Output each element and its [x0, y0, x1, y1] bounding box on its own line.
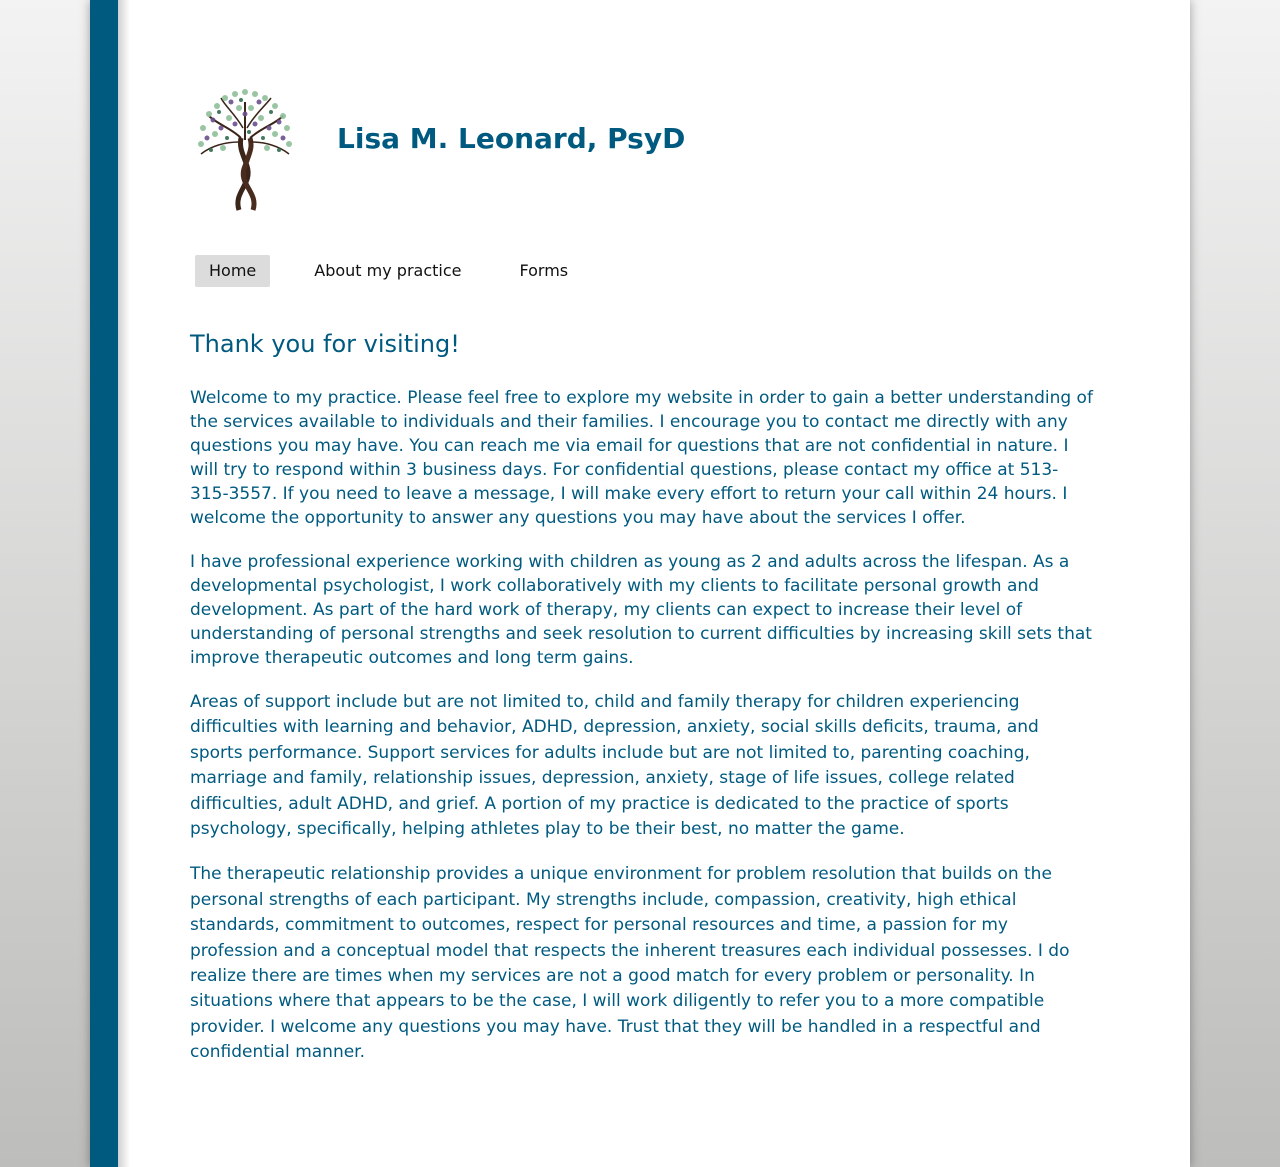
- stripe-shadow: [118, 0, 130, 1167]
- page-heading: Thank you for visiting!: [190, 330, 460, 358]
- therapeutic-relationship-paragraph: The therapeutic relationship provides a unique environment for problem resolution that builds on the personal strengths of each participant. My strengths include, compassion, creativity, high ethical standards, commitment to outcomes, respect for personal resources and time, a passion for my profession and a conceptual model that respects the inherent treasures each individual possesses. I do realize there are times when my services are not a good match for every problem or personality. In situations where that appears to be the case, I will work diligently to refer you to a more compatible provider. I welcome any questions you may have. Trust that they will be handled in a respectful and confidential manner.: [190, 864, 1070, 1063]
- nav-item-forms[interactable]: Forms: [519, 261, 569, 280]
- left-accent-stripe: [90, 0, 118, 1167]
- experience-paragraph: I have professional experience working with children as young as 2 and adults across the lifespan. As a developmental psychologist, I work collaboratively with my clients to facilitate personal growth and development. As part of the hard work of therapy, my clients can expect to increase their level of understanding of personal strengths and seek resolution to current difficulties by increasing skill sets that improve therapeutic outcomes and long term gains.: [190, 552, 1092, 668]
- site-title[interactable]: Lisa M. Leonard, PsyD: [337, 122, 686, 155]
- main-content: [190, 328, 1095, 1086]
- nav-item-home[interactable]: Home: [195, 255, 270, 287]
- page-frame: [90, 0, 1190, 1167]
- nav-item-about-my-practice[interactable]: About my practice: [314, 261, 462, 280]
- main-nav: [195, 255, 582, 287]
- tree-logo-icon[interactable]: [195, 88, 295, 212]
- welcome-paragraph: Welcome to my practice. Please feel free to explore my website in order to gain a better understanding of the services available to individuals and their families. I encourage you to contact me directly with any questions you may have. You can reach me via email for questions that are not confidential in nature. I will try to respond within 3 business days. For confidential questions, please contact my office at 513-315-3557. If you need to leave a message, I will make every effort to return your call within 24 hours. I welcome the opportunity to answer any questions you may have about the services I offer.: [190, 388, 1093, 528]
- areas-of-support-paragraph: Areas of support include but are not limited to, child and family therapy for children experiencing difficulties with learning and behavior, ADHD, depression, anxiety, social skills deficits, trauma, and sports performance. Support services for adults include but are not limited to, parenting coaching, marriage and family, relationship issues, depression, anxiety, stage of life issues, college related difficulties, adult ADHD, and grief. A portion of my practice is dedicated to the practice of sports psychology, specifically, helping athletes play to be their best, no matter the game.: [190, 692, 1039, 840]
